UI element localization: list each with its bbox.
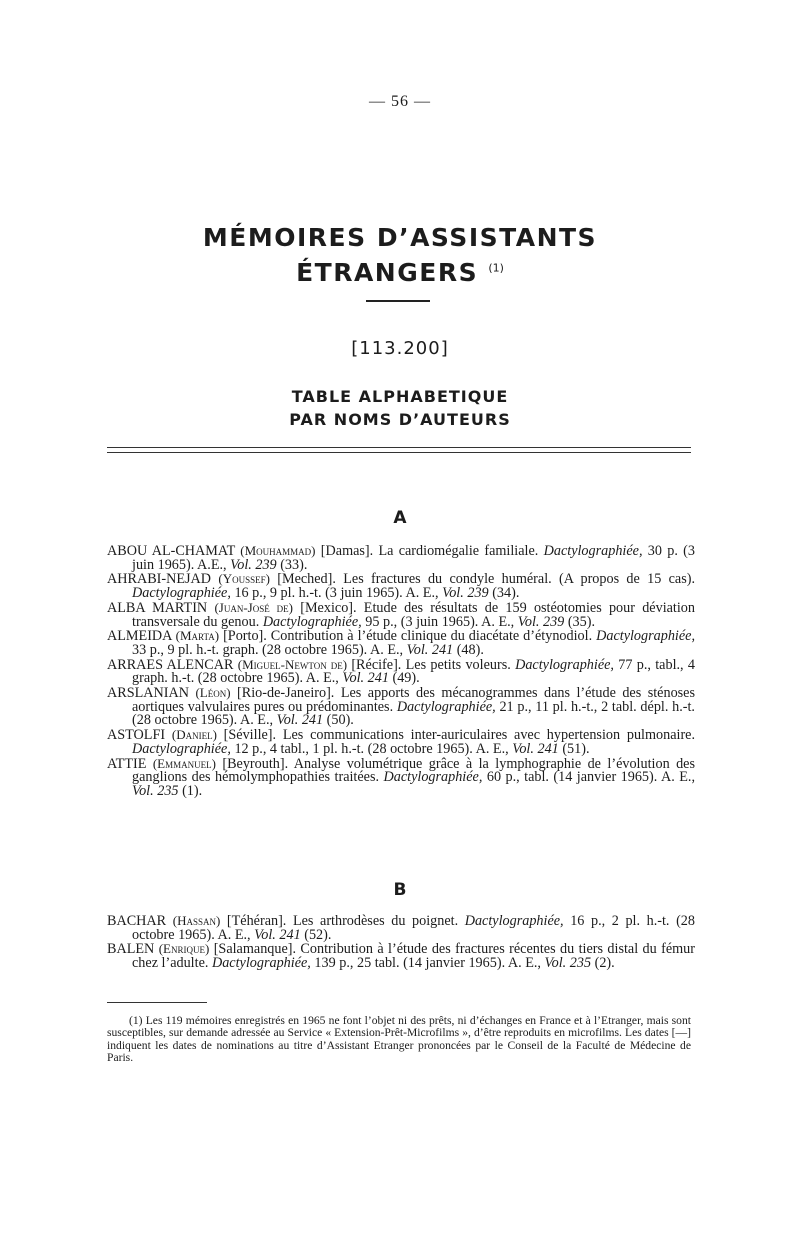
author-name: BALEN <box>107 941 155 958</box>
entry-details: 77 p., tabl., 4 graph. h.-t. (28 octobre 1965). A. E., <box>132 656 695 687</box>
entry-number: (49). <box>388 670 420 687</box>
entry-number: (1). <box>178 782 203 799</box>
author-given-name: (Hassan) <box>172 913 221 928</box>
author-given-name: (Miguel-Newton de) <box>237 656 348 672</box>
author-given-name: (Léon) <box>195 685 231 701</box>
author-name: ARSLANIAN <box>107 685 189 702</box>
section-letter-a: A <box>393 508 407 528</box>
entries-list-a <box>107 544 695 799</box>
entry-number: (33). <box>276 556 308 573</box>
entries-list-b <box>107 914 695 971</box>
entry-details: 16 p., 2 pl. h.-t. (28 octobre 1965). A. E., <box>132 913 695 943</box>
entry-volume: Vol. 239 <box>517 613 565 630</box>
subtitle-line-2: PAR NOMS D’AUTEURS <box>289 410 511 429</box>
footnote-reference: (1) <box>488 261 504 275</box>
author-name: ALBA MARTIN <box>107 599 208 616</box>
author-given-name: (Emmanuel) <box>152 755 216 771</box>
entry-text: [Salamanque]. Contribution à l’étude des fractures récentes du tiers distal du fémur chez l’adulte. <box>132 941 695 972</box>
author-name: AHRABI-NEJAD <box>107 571 212 588</box>
entry-typed-note: Dactylographiée, <box>132 740 231 757</box>
author-name: ALMEIDA <box>107 628 172 645</box>
bibliography-entry <box>107 914 695 942</box>
page-title-text: ÉTRANGERS <box>296 258 479 287</box>
bibliography-entry <box>107 629 695 657</box>
entry-typed-note: Dactylographiée, <box>515 656 614 673</box>
entry-number: (48). <box>453 641 484 658</box>
author-name: ASTOLFI <box>107 727 166 744</box>
classification-code: [113.200] <box>351 338 449 359</box>
entry-details: 21 p., 11 pl. h.-t., 2 tabl. dépl. h.-t. (28 octobre 1965). A. E., <box>132 698 695 729</box>
entry-number: (51). <box>558 740 590 757</box>
entry-number: (35). <box>564 613 596 630</box>
author-given-name: (Juan-José de) <box>214 599 293 615</box>
entry-typed-note: Dactylographiée, <box>543 543 643 559</box>
entry-volume: Vol. 241 <box>406 641 454 658</box>
entry-details: 139 p., 25 tabl. (14 janvier 1965). A. E., <box>310 955 545 972</box>
entry-volume: Vol. 235 <box>544 955 592 972</box>
entry-text: [Meched]. Les fractures du condyle huméral. (A propos de 15 cas). <box>269 571 695 588</box>
author-given-name: (Youssef) <box>218 571 270 587</box>
entry-volume: Vol. 235 <box>132 782 179 799</box>
entry-text: [Porto]. Contribution à l’étude clinique du diacétate d’étynodiol. <box>219 628 597 645</box>
entry-volume: Vol. 239 <box>230 556 277 573</box>
entry-volume: Vol. 241 <box>254 926 301 943</box>
entry-volume: Vol. 239 <box>442 585 489 602</box>
entry-details: 16 p., 9 pl. h.-t. (3 juin 1965). A. E., <box>230 585 443 602</box>
entry-typed-note: Dactylographiée, <box>464 913 564 929</box>
section-letter-b: B <box>393 880 407 900</box>
entry-number: (34). <box>488 585 520 602</box>
entry-text: [Séville]. Les communications inter-auriculaires avec hypertension pulmonaire. <box>216 727 696 744</box>
entry-details: 33 p., 9 pl. h.-t. graph. (28 octobre 1965). A. E., <box>132 641 407 658</box>
entry-text: [Damas]. La cardiomégalie familiale. <box>315 543 544 559</box>
author-given-name: (Daniel) <box>171 727 217 743</box>
entry-typed-note: Dactylographiée, <box>132 585 231 602</box>
entry-text: [Téhéran]. Les arthrodèses du poignet. <box>220 913 465 929</box>
double-rule-divider <box>107 447 691 453</box>
entry-typed-note: Dactylographiée, <box>383 769 483 786</box>
entry-volume: Vol. 241 <box>512 740 559 757</box>
bibliography-entry <box>107 728 695 756</box>
entry-typed-note: Dactylographiée, <box>596 628 695 645</box>
author-name: ATTIE <box>107 755 147 772</box>
bibliography-entry <box>107 757 695 799</box>
entry-number: (50). <box>323 712 354 729</box>
author-name: BACHAR <box>107 913 167 929</box>
entry-volume: Vol. 241 <box>276 712 324 729</box>
bibliography-entry <box>107 544 695 572</box>
footnote-divider <box>107 1002 207 1003</box>
entry-text: [Beyrouth]. Analyse volumétrique grâce à la lymphographie de l’évolution des ganglions des hémolymphopathies traitées. <box>132 755 695 786</box>
entry-typed-note: Dactylographiée, <box>262 613 362 630</box>
entry-text: [Mexico]. Etude des résultats de 159 ostéotomies pour déviation transversale du genou. <box>132 599 695 630</box>
author-given-name: (Marta) <box>175 628 220 644</box>
entry-typed-note: Dactylographiée, <box>211 955 311 972</box>
bibliography-entry <box>107 686 695 728</box>
page-number: — 56 — <box>369 93 431 110</box>
entry-details: 60 p., tabl. (14 janvier 1965). A. E., <box>482 769 695 786</box>
author-given-name: (Enrique) <box>158 941 210 957</box>
entry-volume: Vol. 241 <box>342 670 389 687</box>
entry-details: 12 p., 4 tabl., 1 pl. h.-t. (28 octobre 1965). A. E., <box>230 740 513 757</box>
page-title-line-2 <box>0 258 800 287</box>
entry-typed-note: Dactylographiée, <box>396 698 496 715</box>
bibliography-entry <box>107 942 695 970</box>
entry-details: 30 p. (3 juin 1965). A.E., <box>132 543 695 573</box>
entry-text: [Récife]. Les petits voleurs. <box>347 656 516 673</box>
author-name: ABOU AL-CHAMAT <box>107 543 235 559</box>
subtitle-line-1: TABLE ALPHABETIQUE <box>291 387 509 406</box>
entry-details: 95 p., (3 juin 1965). A. E., <box>361 613 518 630</box>
page-title-line-1: MÉMOIRES D’ASSISTANTS <box>202 223 598 252</box>
author-name: ARRAES ALENCAR <box>107 656 234 673</box>
bibliography-entry <box>107 601 695 629</box>
bibliography-entry <box>107 572 695 600</box>
entry-number: (2). <box>591 955 615 972</box>
entry-text: [Rio-de-Janeiro]. Les apports des mécanogrammes dans l’étude des sténoses aortiques valvulaires pures ou prédominantes. <box>132 685 696 715</box>
entry-number: (52). <box>300 926 332 943</box>
author-given-name: (Mouhammad) <box>240 543 316 558</box>
footnote: (1) Les 119 mémoires enregistrés en 1965 ne font l’objet ni des prêts, ni d’échanges en France et à l’Etranger, mais sont susceptibles, sur demande adressée au Service « Extension-Prêt-Microfilms », d’être reproduits en microfilms. Les dates [—] indiquent les dates de nominations au titre d’Assistant Etranger prononcées par le Conseil de la Faculté de Médecine de Paris. <box>107 1014 691 1064</box>
title-divider <box>366 300 430 302</box>
bibliography-entry <box>107 658 695 686</box>
